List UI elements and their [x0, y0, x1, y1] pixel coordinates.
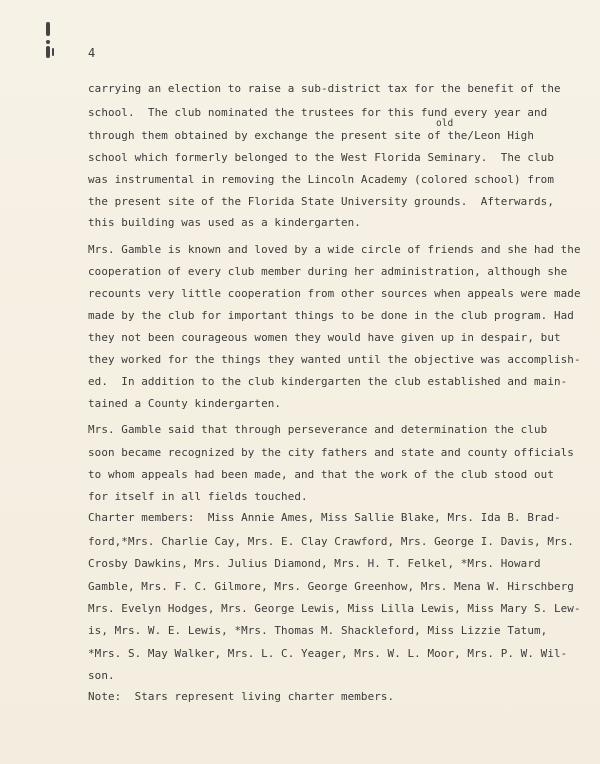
binder-marks: [46, 22, 54, 62]
binder-mark: [46, 40, 50, 44]
binder-mark: [46, 22, 50, 36]
text-line: ed. In addition to the club kindergarten the club established and main-: [88, 375, 568, 388]
text-line: school which formerly belonged to the West Florida Seminary. The club: [88, 151, 554, 164]
page-number: 4: [88, 46, 96, 60]
text-line: school. The club nominated the trustees for this fund every year and: [88, 106, 548, 119]
text-line: for itself in all fields touched.: [88, 490, 308, 503]
text-line: this building was used as a kindergarten.: [88, 216, 361, 229]
text-line: made by the club for important things to be done in the club program. Had: [88, 309, 574, 322]
text-line: Crosby Dawkins, Mrs. Julius Diamond, Mrs. H. T. Felkel, *Mrs. Howard: [88, 557, 541, 570]
text-line: cooperation of every club member during her administration, although she: [88, 265, 568, 278]
text-line: ford,*Mrs. Charlie Cay, Mrs. E. Clay Crawford, Mrs. George I. Davis, Mrs.: [88, 535, 574, 548]
text-line: they not been courageous women they would have given up in despair, but: [88, 331, 561, 344]
binder-mark: [46, 46, 50, 58]
text-line: through them obtained by exchange the present site of the/Leon High: [88, 129, 534, 142]
text-line: they worked for the things they wanted until the objective was accomplish-: [88, 353, 581, 366]
text-line: carrying an election to raise a sub-district tax for the benefit of the: [88, 82, 561, 95]
text-line: was instrumental in removing the Lincoln Academy (colored school) from: [88, 173, 554, 186]
text-line: to whom appeals had been made, and that the work of the club stood out: [88, 468, 554, 481]
text-line: is, Mrs. W. E. Lewis, *Mrs. Thomas M. Shackleford, Miss Lizzie Tatum,: [88, 624, 548, 637]
binder-mark: [52, 48, 54, 56]
text-line: *Mrs. S. May Walker, Mrs. L. C. Yeager, Mrs. W. L. Moor, Mrs. P. W. Wil-: [88, 647, 568, 660]
text-line: Mrs. Evelyn Hodges, Mrs. George Lewis, Miss Lilla Lewis, Miss Mary S. Lew-: [88, 602, 581, 615]
text-line: tained a County kindergarten.: [88, 397, 282, 410]
text-line: Charter members: Miss Annie Ames, Miss Sallie Blake, Mrs. Ida B. Brad-: [88, 511, 561, 524]
text-line: son.: [88, 669, 115, 682]
text-line: soon became recognized by the city fathers and state and county officials: [88, 446, 574, 459]
text-line: Mrs. Gamble said that through perseverance and determination the club: [88, 423, 548, 436]
text-line: Note: Stars represent living charter members.: [88, 690, 395, 703]
text-line: recounts very little cooperation from other sources when appeals were made: [88, 287, 581, 300]
text-line: Mrs. Gamble is known and loved by a wide circle of friends and she had the: [88, 243, 581, 256]
text-line: Gamble, Mrs. F. C. Gilmore, Mrs. George Greenhow, Mrs. Mena W. Hirschberg: [88, 580, 574, 593]
text-line: the present site of the Florida State University grounds. Afterwards,: [88, 195, 554, 208]
interlinear-insert: old: [436, 118, 454, 129]
